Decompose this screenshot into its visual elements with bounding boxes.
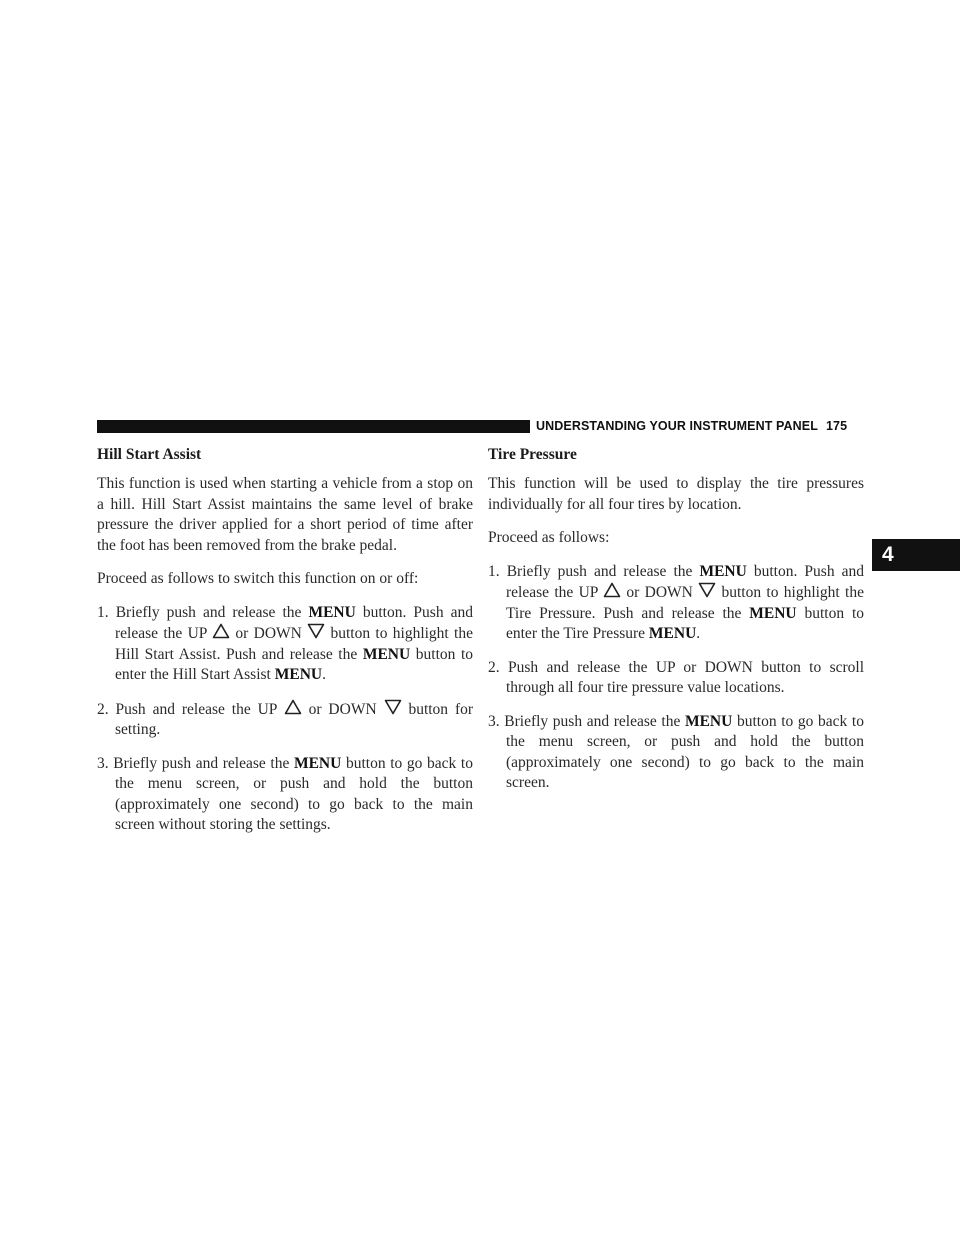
tire-pressure-intro: This function will be used to display the tire pressures individually for all four tires by location. <box>488 475 864 513</box>
hill-start-heading: Hill Start Assist <box>97 446 202 463</box>
down-triangle-icon <box>307 623 325 639</box>
running-header <box>536 419 847 433</box>
hill-start-intro: This function is used when starting a vehicle from a stop on a hill. Hill Start Assist maintains the same level of brake pressure the driver applied for a short period of time after the foot has been removed from the brake pedal. <box>97 475 473 554</box>
list-item: 3. Briefly push and release the MENU button to go back to the menu screen, or push and hold the button (approximately one second) to go back to the main screen. <box>488 712 864 791</box>
tire-pressure-heading: Tire Pressure <box>488 446 577 463</box>
hill-start-steps <box>97 603 473 836</box>
tire-pressure-steps <box>488 562 864 794</box>
tire-pressure-section <box>488 445 864 807</box>
list-item: 1. Briefly push and release the MENU button. Push and release the UP or DOWN button to highlight the Hill Start Assist. Push and release the MENU button to enter the Hill Start Assist MENU. <box>97 603 474 683</box>
header-bar <box>97 420 530 433</box>
up-triangle-icon <box>284 699 302 715</box>
down-triangle-icon <box>698 582 716 598</box>
tire-pressure-proceed: Proceed as follows: <box>488 529 610 546</box>
list-item: 2. Push and release the UP or DOWN button for setting. <box>97 700 474 738</box>
up-triangle-icon <box>212 623 230 639</box>
section-title: UNDERSTANDING YOUR INSTRUMENT PANEL <box>536 419 818 433</box>
list-item: 3. Briefly push and release the MENU button to go back to the menu screen, or push and hold the button (approximately one second) to go back to the main screen without storing the settings. <box>97 754 473 833</box>
list-item: 2. Push and release the UP or DOWN button to scroll through all four tire pressure value locations. <box>488 658 865 696</box>
up-triangle-icon <box>603 582 621 598</box>
page-number: 175 <box>825 419 848 433</box>
hill-start-proceed: Proceed as follows to switch this function on or off: <box>97 570 419 587</box>
list-item: 1. Briefly push and release the MENU button. Push and release the UP or DOWN button to highlight the Tire Pressure. Push and release the MENU button to enter the Tire Pressure MENU. <box>488 562 864 642</box>
chapter-tab: 4 <box>872 539 960 571</box>
down-triangle-icon <box>384 699 402 715</box>
hill-start-assist-section <box>97 445 473 849</box>
